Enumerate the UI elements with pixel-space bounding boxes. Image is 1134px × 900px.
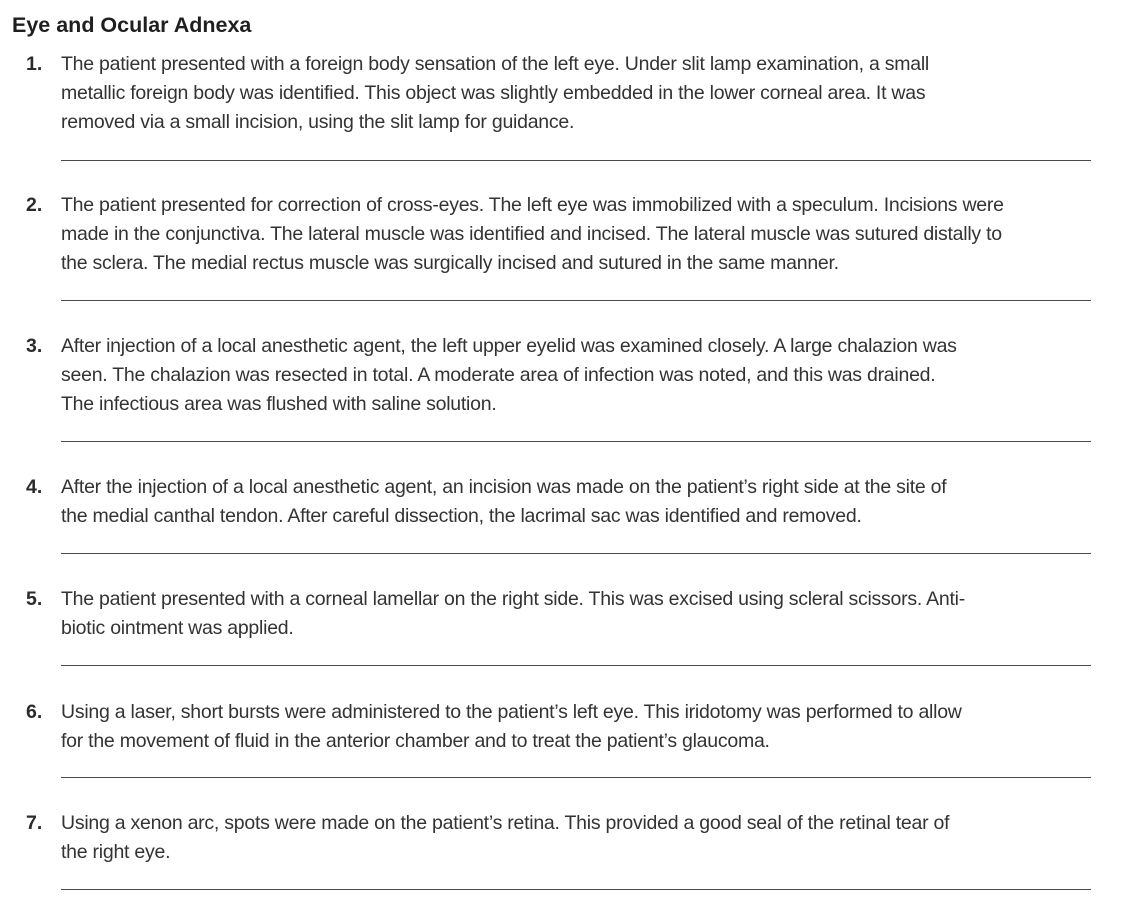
question-text-line: Using a xenon arc, spots were made on the patient’s retina. This provided a good seal of the retinal tear of (61, 812, 950, 834)
question-text-line: The patient presented with a corneal lamellar on the right side. This was excised using scleral scissors. Anti- (61, 588, 966, 610)
question-text (61, 332, 1101, 419)
answer-line[interactable] (61, 665, 1091, 666)
answer-line[interactable] (61, 160, 1091, 161)
answer-line[interactable] (61, 441, 1091, 442)
question-text-line: seen. The chalazion was resected in total. A moderate area of infection was noted, and this was drained. (61, 364, 936, 386)
question-number: 5. (26, 588, 43, 610)
question-number: 6. (26, 701, 43, 723)
question-text-line: the sclera. The medial rectus muscle was surgically incised and sutured in the same manner. (61, 252, 839, 274)
question-text (61, 809, 1101, 867)
question-number: 7. (26, 812, 43, 834)
question-text-line: After injection of a local anesthetic agent, the left upper eyelid was examined closely. A large chalazion was (61, 335, 957, 357)
question-text-line: the medial canthal tendon. After careful dissection, the lacrimal sac was identified and removed. (61, 505, 862, 527)
question-number: 3. (26, 335, 43, 357)
question-text-line: Using a laser, short bursts were administered to the patient’s left eye. This iridotomy was performed to allow (61, 701, 962, 723)
question-text (61, 473, 1101, 531)
question-text-line: for the movement of fluid in the anterior chamber and to treat the patient’s glaucoma. (61, 730, 770, 752)
question-text-line: The patient presented with a foreign body sensation of the left eye. Under slit lamp examination, a small (61, 53, 929, 75)
question-text-line: The infectious area was flushed with saline solution. (61, 393, 497, 415)
answer-line[interactable] (61, 300, 1091, 301)
question-text-line: biotic ointment was applied. (61, 617, 294, 639)
answer-line[interactable] (61, 553, 1091, 554)
question-text-line: metallic foreign body was identified. This object was slightly embedded in the lower corneal area. It was (61, 82, 926, 104)
question-number: 1. (26, 53, 43, 75)
question-text-line: removed via a small incision, using the slit lamp for guidance. (61, 111, 575, 133)
question-text (61, 698, 1101, 756)
question-text-line: After the injection of a local anesthetic agent, an incision was made on the patient’s right side at the site of (61, 476, 947, 498)
question-text-line: the right eye. (61, 841, 171, 863)
answer-line[interactable] (61, 777, 1091, 778)
answer-line[interactable] (61, 889, 1091, 890)
question-text-line: The patient presented for correction of cross-eyes. The left eye was immobilized with a speculum. Incisions were (61, 194, 1004, 216)
question-text-line: made in the conjunctiva. The lateral muscle was identified and incised. The lateral muscle was sutured distally to (61, 223, 1002, 245)
question-text (61, 50, 1101, 137)
question-text (61, 585, 1101, 643)
question-number: 2. (26, 194, 43, 216)
question-number: 4. (26, 476, 43, 498)
section-title: Eye and Ocular Adnexa (12, 13, 252, 37)
question-text (61, 191, 1101, 278)
